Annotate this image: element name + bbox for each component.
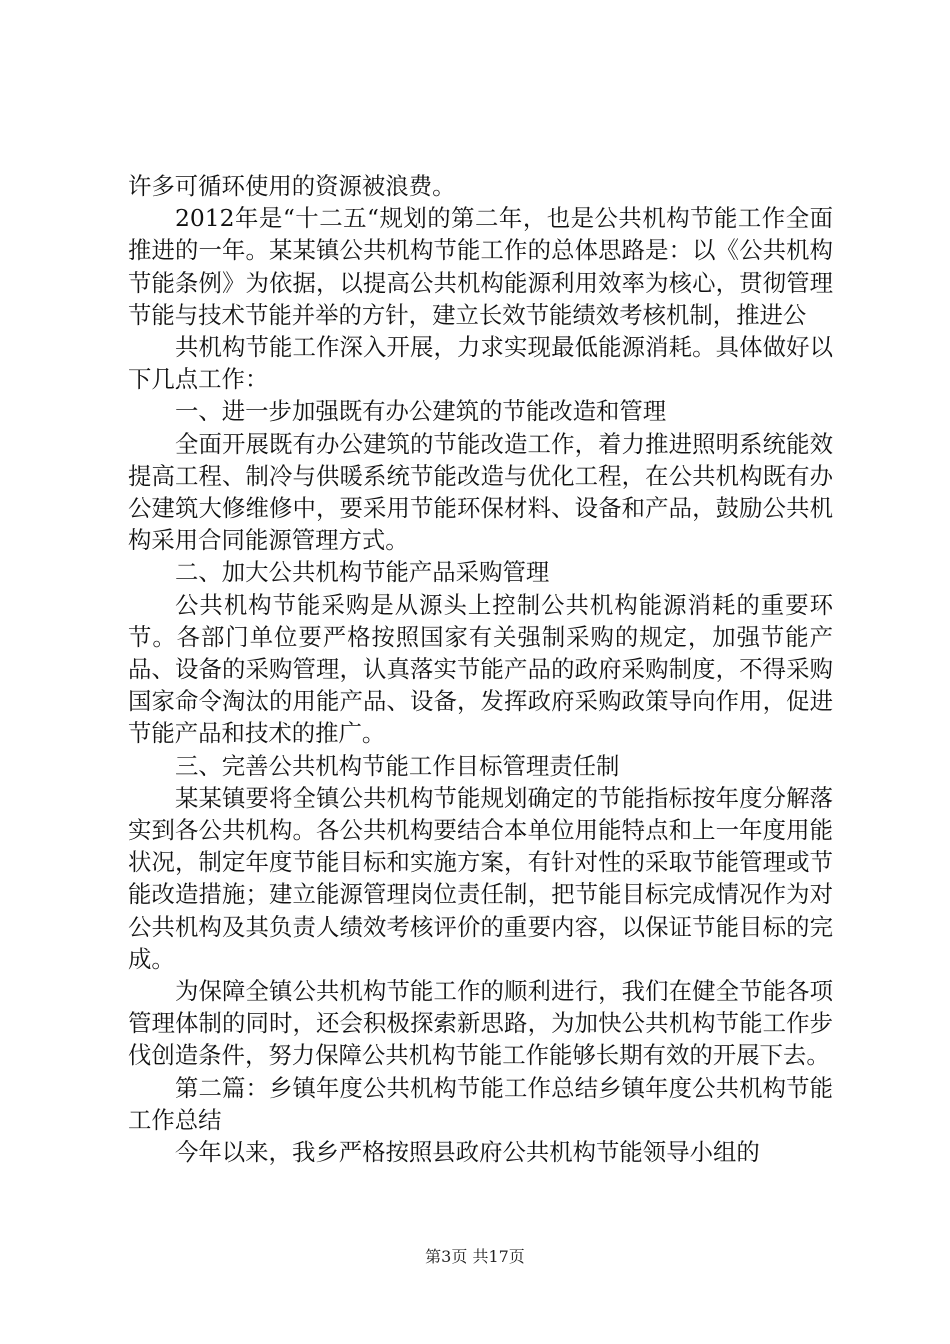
chapter-heading-2: 第二篇：乡镇年度公共机构节能工作总结乡镇年度公共机构节能工作总结 <box>128 1073 833 1134</box>
paragraph-section-1: 全面开展既有办公建筑的节能改造工作，着力推进照明系统能效提高工程、制冷与供暖系统节能改造与优化工程，在公共机构既有办公建筑大修维修中，要采用节能环保材料、设备和产品，鼓励公共机构采用合同能源管理方式。 <box>128 429 833 555</box>
section-heading-1: 一、进一步加强既有办公建筑的节能改造和管理 <box>175 397 667 426</box>
paragraph-section-2: 公共机构节能采购是从源头上控制公共机构能源消耗的重要环节。各部门单位要严格按照国家有关强制采购的规定，加强节能产品、设备的采购管理，认真落实节能产品的政府采购制度，不得采购国家命令淘汰的用能产品、设备，发挥政府采购政策导向作用，促进节能产品和技术的推广。 <box>128 590 833 748</box>
section-heading-2: 二、加大公共机构节能产品采购管理 <box>175 558 550 587</box>
paragraph-overview-continued: 共机构节能工作深入开展，力求实现最低能源消耗。具体做好以下几点工作： <box>128 333 833 394</box>
page-number-footer: 第3页 共17页 <box>425 1247 525 1266</box>
paragraph-continuation: 许多可循环使用的资源被浪费。 <box>128 172 456 200</box>
paragraph-overview: 2012年是“十二五“规划的第二年，也是公共机构节能工作全面推进的一年。某某镇公共机构节能工作的总体思路是：以《公共机构节能条例》为依据，以提高公共机构能源利用效率为核心，贯彻管理节能与技术节能并举的方针，建立长效节能绩效考核机制，推进公 <box>128 204 833 329</box>
section-heading-3: 三、完善公共机构节能工作目标管理责任制 <box>175 751 620 780</box>
paragraph-section-3: 某某镇要将全镇公共机构节能规划确定的节能指标按年度分解落实到各公共机构。各公共机构要结合本单位用能特点和上一年度用能状况，制定年度节能目标和实施方案，有针对性的采取节能管理或节能改造措施；建立能源管理岗位责任制，把节能目标完成情况作为对公共机构及其负责人绩效考核评价的重要内容，以保证节能目标的完成。 <box>128 783 833 973</box>
paragraph-chapter-2-start: 今年以来，我乡严格按照县政府公共机构节能领导小组的 <box>175 1138 760 1167</box>
paragraph-conclusion: 为保障全镇公共机构节能工作的顺利进行，我们在健全节能各项管理体制的同时，还会积极探索新思路，为加快公共机构节能工作步伐创造条件，努力保障公共机构节能工作能够长期有效的开展下去。 <box>128 977 833 1070</box>
document-body <box>128 170 833 1168</box>
